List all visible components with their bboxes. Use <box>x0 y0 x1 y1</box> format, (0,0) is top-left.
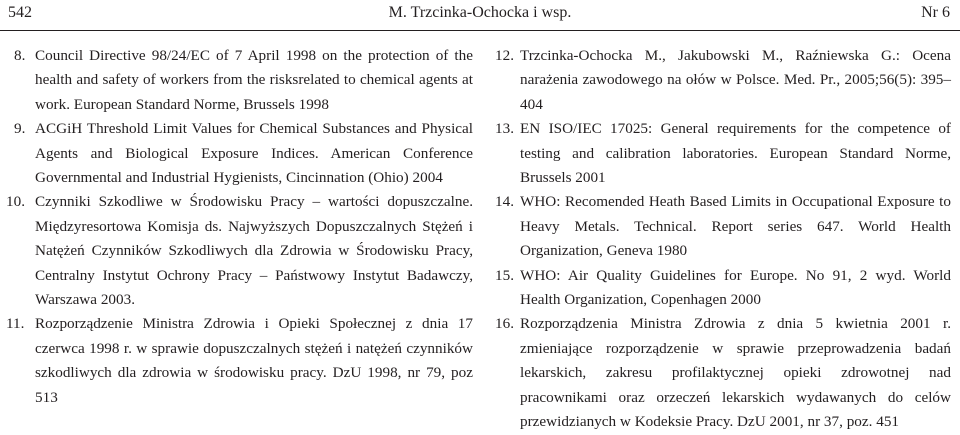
reference-item <box>495 44 951 117</box>
page-number: 542 <box>8 4 32 21</box>
reference-item <box>495 190 951 263</box>
reference-text: EN ISO/IEC 17025: General requirements for the competence of testing and calibration laboratories. European Standard Norme, Brussels 2001 <box>520 120 951 187</box>
reference-number: 12. <box>495 47 514 64</box>
references-left-column <box>6 44 473 410</box>
reference-number: 8. <box>14 47 26 64</box>
running-title: M. Trzcinka-Ochocka i wsp. <box>388 4 572 21</box>
reference-number: 10. <box>6 193 25 211</box>
reference-item <box>6 190 473 312</box>
reference-text: WHO: Air Quality Guidelines for Europe. No 91, 2 wyd. World Health Organization, Copenhagen 2000 <box>520 266 951 309</box>
issue-number: Nr 6 <box>921 4 950 21</box>
reference-item <box>495 312 951 434</box>
reference-text: Council Directive 98/24/EC of 7 April 1998 on the protection of the health and safety of workers from the risksrelated to chemical agents at work. European Standard Norme, Brussels 1998 <box>35 47 473 113</box>
running-head <box>0 0 960 31</box>
reference-item <box>495 117 951 190</box>
reference-item <box>6 312 473 410</box>
reference-text: Trzcinka-Ochocka M., Jakubowski M., Raźniewska G.: Ocena narażenia zawodowego na ołów w Polsce. Med. Pr., 2005;56(5): 395–404 <box>520 47 951 113</box>
reference-number: 15. <box>495 266 514 284</box>
reference-item <box>14 44 473 117</box>
reference-number: 14. <box>495 193 514 211</box>
reference-number: 11. <box>6 315 25 333</box>
reference-item <box>495 264 951 313</box>
reference-text: WHO: Recomended Heath Based Limits in Occupational Exposure to Heavy Metals. Technical. Report series 647. World Health Organization, Geneva 1980 <box>520 193 951 260</box>
reference-text: Rozporządzenie Ministra Zdrowia i Opieki Społecznej z dnia 17 czerwca 1998 r. w sprawie dopuszczalnych stężeń i natężeń czynników szkodliwych dla zdrowia w środowisku pracy. DzU 1998, nr 79, poz 513 <box>35 315 473 406</box>
reference-number: 16. <box>495 315 514 333</box>
references-right-column <box>495 44 951 435</box>
reference-number: 13. <box>495 120 514 138</box>
reference-text: Rozporządzenia Ministra Zdrowia z dnia 5 kwietnia 2001 r. zmieniające rozporządzenie w sprawie przeprowadzenia badań lekarskich, zakresu profilaktycznej opieki zdrowotnej nad pracownikami oraz orzeczeń lekarskich wydawanych do celów przewidzianych w Kodeksie Pracy. DzU 2001, nr 37, poz. 451 <box>520 315 951 431</box>
reference-text: Czynniki Szkodliwe w Środowisku Pracy – wartości dopuszczalne. Międzyresortowa Komisja ds. Najwyższych Dopuszczalnych Stężeń i Natężeń Czynników Szkodliwych dla Zdrowia w Środowisku Pracy, Centralny Instytut Ochrony Pracy – Państwowy Instytut Badawczy, Warszawa 2003. <box>35 193 473 309</box>
reference-item <box>14 117 473 190</box>
reference-text: ACGiH Threshold Limit Values for Chemical Substances and Physical Agents and Biological Exposure Indices. American Conference Governmental and Industrial Hygienists, Cincinnation (Ohio) 2004 <box>35 120 473 187</box>
reference-number: 9. <box>14 120 26 138</box>
